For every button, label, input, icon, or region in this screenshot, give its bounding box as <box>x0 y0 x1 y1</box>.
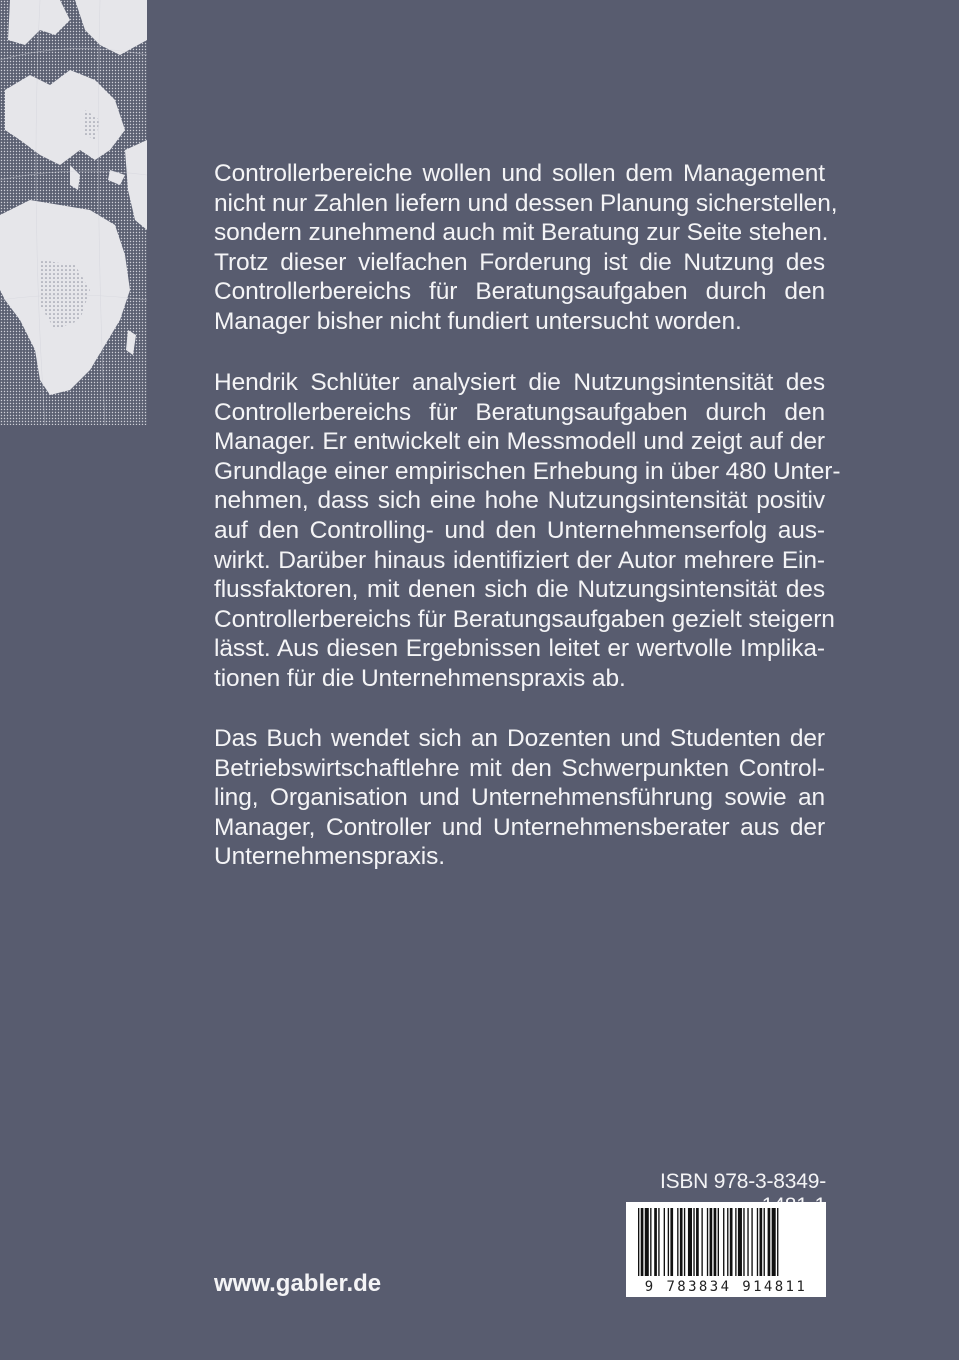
barcode-bar <box>760 1208 763 1276</box>
barcode-bar <box>747 1208 748 1276</box>
barcode-bar <box>743 1208 744 1276</box>
barcode-bar <box>688 1208 692 1276</box>
barcode-bar <box>768 1208 771 1276</box>
text-line: Manager. Er entwickelt ein Messmodell und zeigt auf der <box>214 428 825 456</box>
barcode-bar <box>714 1208 717 1276</box>
text-line: nicht nur Zahlen liefern und dessen Planung sicherstellen, <box>214 189 838 217</box>
globe-map-icon <box>0 0 147 425</box>
text-line: Controllerbereiche wollen und sollen dem Management <box>214 160 825 187</box>
text-line: tionen für die Unternehmenspraxis ab. <box>214 664 626 692</box>
barcode-bar <box>638 1208 639 1276</box>
barcode-bar <box>654 1208 657 1276</box>
barcode-bar <box>645 1208 649 1276</box>
barcode-bar <box>680 1208 683 1276</box>
barcode-bar <box>710 1208 713 1276</box>
text-line: ling, Organisation und Unternehmensführung sowie an <box>214 784 825 812</box>
blurb-paragraph-1 <box>214 159 838 337</box>
barcode-bar <box>777 1208 778 1276</box>
text-line: wirkt. Darüber hinaus identifiziert der Autor mehrere Ein- <box>214 546 825 574</box>
barcode-bar <box>764 1208 765 1276</box>
barcode-bar <box>723 1208 724 1276</box>
barcode-bar <box>677 1208 678 1276</box>
text-line: Controllerbereichs für Beratungsaufgaben durch den <box>214 398 825 426</box>
text-line: Hendrik Schlüter analysiert die Nutzungsintensität des <box>214 369 825 396</box>
barcode-bar <box>738 1208 742 1276</box>
barcode-bar <box>718 1208 719 1276</box>
barcode-bar <box>641 1208 644 1276</box>
barcode-digits: 9 783834 914811 <box>644 1279 808 1295</box>
text-line: lässt. Aus diesen Ergebnissen leitet er wertvolle Implika- <box>214 635 825 663</box>
isbn-label: ISBN 978-3-8349- <box>659 1170 826 1193</box>
barcode-bar <box>751 1208 752 1276</box>
barcode-bar <box>735 1208 736 1276</box>
text-line: Controllerbereichs für Beratungsaufgaben gezielt steigern <box>214 605 835 633</box>
text-line: nehmen, dass sich eine hohe Nutzungsintensität positiv <box>214 487 825 515</box>
text-line: auf den Controlling- und den Unternehmenserfolg aus- <box>214 516 825 544</box>
barcode-bar <box>772 1208 776 1276</box>
barcode-bar <box>696 1208 699 1276</box>
barcode-bar <box>701 1208 702 1276</box>
barcode-bar <box>693 1208 694 1276</box>
barcode-bar <box>727 1208 728 1276</box>
text-line: Grundlage einer empirischen Erhebung in über 480 Unter- <box>214 457 841 485</box>
barcode-bar <box>757 1208 758 1276</box>
text-line: Betriebswirtschaftlehre mit den Schwerpunkten Control- <box>214 754 825 782</box>
text-line: Manager, Controller und Unternehmensberater aus der <box>214 813 825 841</box>
text-line: flussfaktoren, mit denen sich die Nutzungsintensität des <box>214 576 825 604</box>
text-line: sondern zunehmend auch mit Beratung zur Seite stehen. <box>214 219 829 247</box>
text-line: Controllerbereichs für Beratungsaufgaben durch den <box>214 278 825 306</box>
text-line: Trotz dieser vielfachen Forderung ist die Nutzung des <box>214 248 825 276</box>
barcode-bar <box>658 1208 659 1276</box>
blurb-paragraph-3 <box>214 724 825 872</box>
barcode-bars-icon <box>626 1202 826 1280</box>
barcode-bar <box>668 1208 669 1276</box>
text-line: Das Buch wendet sich an Dozenten und Studenten der <box>214 725 825 752</box>
barcode-bar <box>707 1208 708 1276</box>
text-line: Manager bisher nicht fundiert untersucht worden. <box>214 307 742 335</box>
barcode-bar <box>664 1208 665 1276</box>
blurb-paragraph-2 <box>214 368 841 694</box>
barcode-bar <box>684 1208 685 1276</box>
barcode-bar <box>670 1208 673 1276</box>
text-line: Unternehmenspraxis. <box>214 843 445 871</box>
barcode-bar <box>730 1208 733 1276</box>
globe-illustration <box>0 0 147 425</box>
publisher-website[interactable]: www.gabler.de <box>214 1270 382 1297</box>
barcode-bar <box>650 1208 651 1276</box>
barcode <box>626 1202 826 1297</box>
